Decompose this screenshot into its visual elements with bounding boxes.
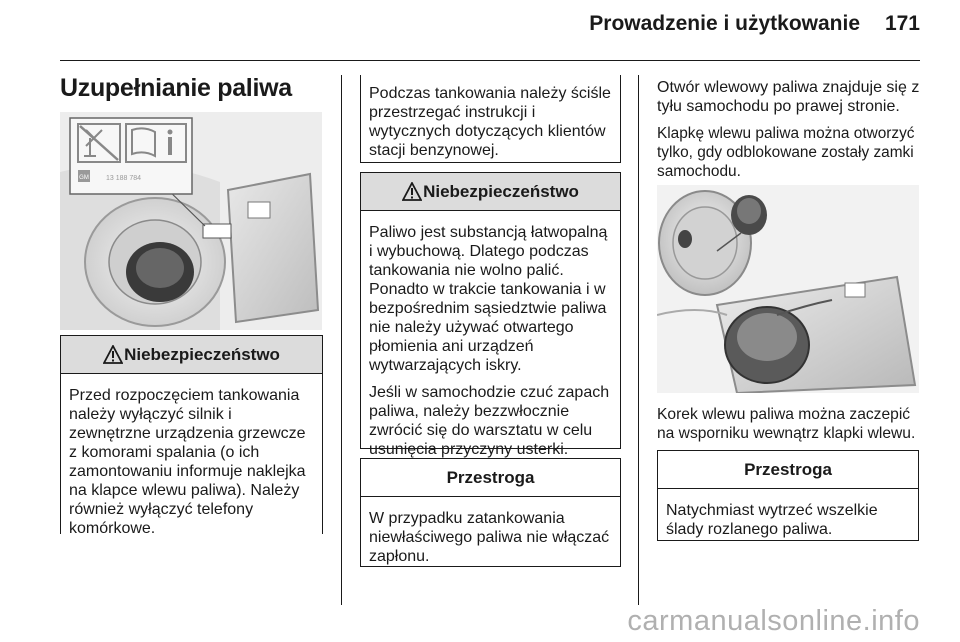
warning-box-2-title: Niebezpieczeństwo (423, 181, 579, 201)
running-header-title: Prowadzenie i użytkowanie (589, 12, 860, 35)
warning-triangle-icon (402, 182, 422, 201)
fuel-flap-illustration (60, 112, 322, 330)
caution-box-1-header (361, 459, 620, 497)
right-text-unlock: Klapkę wlewu paliwa można otworzyć tylko, gdy odblokowane zostały zamki samochodu. (657, 125, 915, 180)
warning-box-1-header (61, 336, 322, 374)
gm-logo-text: GM (79, 175, 89, 181)
header-rule (60, 60, 920, 61)
caution-box-2-header (658, 451, 918, 489)
figure-label-code: 13 188 784 (106, 175, 142, 182)
warning-box-2-text-1: Paliwo jest substancją łatwopalną i wybuchową. Dlatego podczas tankowania nie wolno palić. Ponadto w trakcie tankowania i w bezpośrednim sąsiedztwie paliwa nie należy używać otwartego płomienia ani urządzeń wytwarzających iskry. (369, 224, 608, 374)
column-divider-right (638, 75, 639, 605)
warning-box-2 (360, 172, 621, 458)
warning-box-1-text: Przed rozpoczęciem tankowania należy wyłączyć silnik i zewnętrzne urządzenia grzewcze z komorami spalania (o ich zamontowaniu informuje naklejka na klapce wlewu paliwa). Należy również wyłączyć telefony komórkowe. (69, 387, 306, 537)
caution-box-2-title: Przestroga (744, 459, 832, 479)
section-title: Uzupełnianie paliwa (60, 74, 292, 102)
warning-box-2-text-2: Jeśli w samochodzie czuć zapach paliwa, należy bezzwłocznie zwrócić się do warsztatu w celu usunięcia przyczyny usterki. (369, 384, 610, 458)
watermark: carmanualsonline.info (627, 605, 920, 637)
caution-box-2 (657, 450, 919, 541)
caution-box-1-text: W przypadku zatankowania niewłaściwego paliwa nie włączać zapłonu. (369, 510, 610, 565)
intro-text: Podczas tankowania należy ściśle przestrzegać instrukcji i wytycznych dotyczących klientów stacji benzynowej. (369, 85, 611, 159)
fuel-flap-figure (60, 112, 322, 330)
caution-box-1 (360, 458, 621, 567)
warning-box-2-header (361, 173, 620, 211)
page-number: 171 (884, 12, 920, 35)
caution-box-2-text: Natychmiast wytrzeć wszelkie ślady rozlanego paliwa. (666, 502, 878, 538)
warning-box-1-title: Niebezpieczeństwo (124, 344, 280, 364)
fuel-cap-figure (657, 185, 919, 393)
warning-box-1 (60, 335, 323, 537)
warning-triangle-icon (103, 345, 123, 364)
right-text-cap: Korek wlewu paliwa można zaczepić na wsporniku wewnątrz klapki wlewu. (657, 406, 916, 442)
intro-box (360, 75, 621, 163)
right-text-location: Otwór wlewowy paliwa znajduje się z tyłu samochodu po prawej stronie. (657, 79, 920, 115)
fuel-cap-illustration (657, 185, 919, 393)
column-divider-left (341, 75, 342, 605)
caution-box-1-title: Przestroga (446, 467, 535, 487)
